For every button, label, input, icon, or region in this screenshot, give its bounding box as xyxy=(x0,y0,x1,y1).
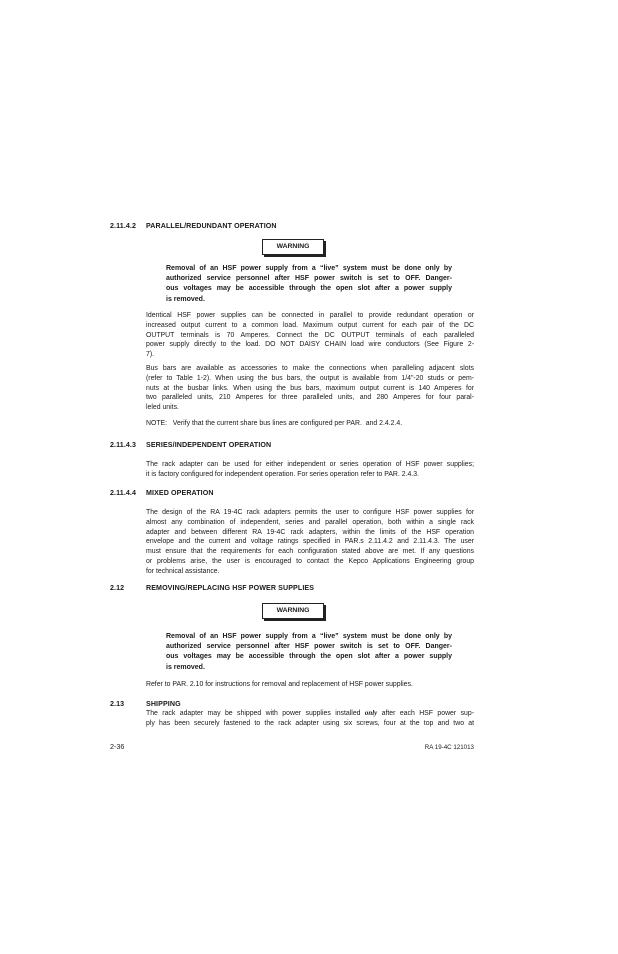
text-line: for technical assistance. xyxy=(146,567,220,575)
section-title: SHIPPING xyxy=(146,700,181,708)
text-line: must ensure that the requirements for each configuration stated above are met. If any questions xyxy=(146,548,474,556)
warning-line: is removed. xyxy=(166,663,205,671)
text-line: ply has been securely fastened to the rack adapter using six screws, four at the top and two at xyxy=(146,719,474,727)
paragraph xyxy=(146,508,474,577)
warning-line: is removed. xyxy=(166,295,205,303)
warning-line: authorized service personnel after HSF power switch is set to OFF. Danger- xyxy=(166,643,452,651)
warning-text xyxy=(166,632,452,673)
text-line xyxy=(146,709,474,719)
paragraph: Refer to PAR. 2.10 for instructions for removal and replacement of HSF power supplies. xyxy=(146,681,413,688)
text-line: nuts at the busbar links. When using the bus bars, maximum output current is 140 Amperes for xyxy=(146,384,474,392)
section-title: MIXED OPERATION xyxy=(146,489,214,497)
warning-label: WARNING xyxy=(262,603,324,619)
section-number: 2.13 xyxy=(110,700,125,708)
section-number: 2.11.4.4 xyxy=(110,489,137,497)
section-number: 2.11.4.2 xyxy=(110,222,137,230)
paragraph xyxy=(146,460,474,480)
paragraph xyxy=(146,709,474,729)
section-title: PARALLEL/REDUNDANT OPERATION xyxy=(146,222,277,230)
text-line: it is factory configured for independent operation. For series operation refer to PAR. 2.4.3. xyxy=(146,470,419,478)
text-line: Identical HSF power supplies can be connected in parallel to provide redundant operation or xyxy=(146,312,474,319)
section-number: 2.12 xyxy=(110,584,125,592)
text-line: (refer to Table 1-2). When using the bus bars, the output is available from 1/4"-20 studs or pem- xyxy=(146,374,474,382)
section-number: 2.11.4.3 xyxy=(110,441,137,449)
warning-line: ous voltages may be accessible through the open slot after a power supply xyxy=(166,653,452,661)
emphasis: only xyxy=(364,710,378,717)
text-line: increased output current to a common load. Maximum output current for each pair of the DC xyxy=(146,321,474,329)
note: NOTE: Verify that the current share bus lines are configured per PAR. and 2.4.2.4. xyxy=(146,420,403,427)
paragraph xyxy=(146,311,474,360)
text-line: 7). xyxy=(146,351,155,359)
text-line: power supply directly to the load. DO NOT DAISY CHAIN load wire conductors (See Figure 2- xyxy=(146,341,474,349)
text-line: envelope and the current and voltage ratings specified in PAR.s 2.11.4.2 and 2.11.4.3. The user xyxy=(146,538,474,546)
warning-line: ous voltages may be accessible through the open slot after a power supply xyxy=(166,285,452,293)
warning-line: Removal of an HSF power supply from a “live” system must be done only by xyxy=(166,265,452,272)
section-title: SERIES/INDEPENDENT OPERATION xyxy=(146,441,272,449)
document-id: RA 19-4C 121013 xyxy=(424,744,474,751)
text-run: after each HSF power sup- xyxy=(381,710,475,717)
paragraph xyxy=(146,364,474,413)
text-run: The rack adapter may be shipped with power supplies installed xyxy=(146,710,361,717)
text-line: The design of the RA 19-4C rack adapters permits the user to configure HSF power supplies for xyxy=(146,509,474,516)
text-line: The rack adapter can be used for either independent or series operation of HSF power supplies; xyxy=(146,461,474,468)
section-title: REMOVING/REPLACING HSF POWER SUPPLIES xyxy=(146,584,315,592)
warning-line: Removal of an HSF power supply from a “live” system must be done only by xyxy=(166,633,452,640)
text-line: OUTPUT terminals is 70 Amperes. Connect the DC OUTPUT terminals of each paralleled xyxy=(146,331,474,339)
text-line: almost any combination of independent, series and parallel operation, both within a single rack xyxy=(146,518,474,526)
text-line: two paralleled units, 210 Amperes for three paralleled units, and 280 Amperes for four paral- xyxy=(146,394,474,402)
warning-label: WARNING xyxy=(262,239,324,255)
warning-line: authorized service personnel after HSF power switch is set to OFF. Danger- xyxy=(166,275,452,283)
warning-text xyxy=(166,264,452,305)
page-number: 2-36 xyxy=(110,742,125,751)
text-line: leled units. xyxy=(146,404,179,412)
text-line: or problems arise, the user is encouraged to contact the Kepco Applications Engineering group xyxy=(146,557,474,565)
text-line: adapter and between different RA 19-4C rack adapters, within the limits of the HSF operation xyxy=(146,528,474,536)
text-line: Bus bars are available as accessories to make the connections when paralleling adjacent slots xyxy=(146,365,474,372)
